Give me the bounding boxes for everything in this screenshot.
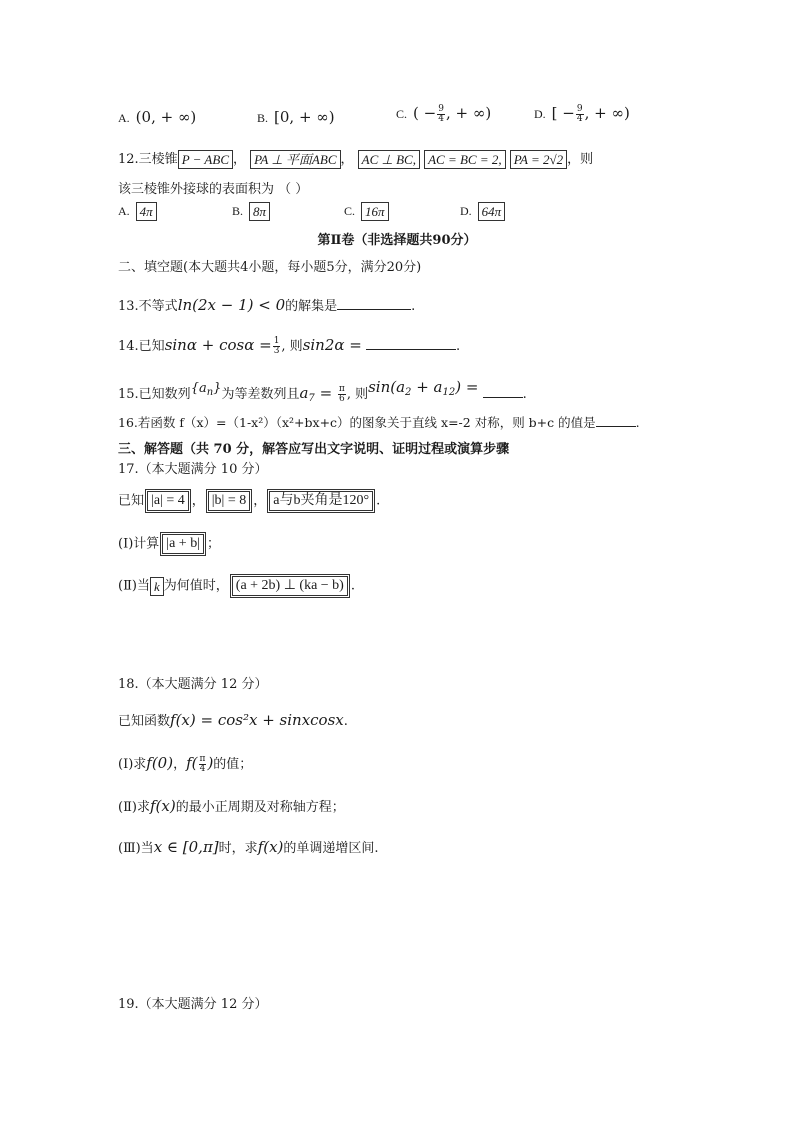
q18-given: 已知函数f(x) = cos²x + sinxcosx.: [118, 711, 348, 729]
fill-section-header: 二、填空题(本大题共4小题，每小题5分，满分20分): [118, 260, 422, 275]
formula-box: a与b夹角是120°: [269, 491, 373, 511]
q12-option-c: C. 16π: [344, 202, 389, 221]
q12-option-a: A. 4π: [118, 202, 157, 221]
q12-option-d: D. 64π: [460, 202, 505, 221]
fraction: $\frac{9}{4}$: [438, 104, 444, 124]
fraction: $\frac{\pi}{6}$: [338, 384, 345, 404]
answer-blank[interactable]: [337, 297, 411, 310]
formula-box: AC = BC = 2,: [424, 150, 506, 169]
formula-box: |b| = 8: [208, 491, 251, 511]
fraction: $\frac{\pi}{4}$: [199, 754, 206, 774]
q18-part1: (Ⅰ)求f(0)，f( $\frac{\pi}{4}$ )的值；: [118, 754, 253, 774]
question-12: 12.三棱锥 P − ABC ， PA ⊥ 平面ABC ， AC ⊥ BC, AC = BC = 2, PA = 2√2 ，则: [118, 152, 594, 167]
fraction: $\frac{9}{4}$: [576, 104, 583, 124]
q18-part2: (Ⅱ)求f(x)的最小正周期及对称轴方程；: [118, 797, 345, 815]
answer-blank[interactable]: [596, 414, 636, 427]
question-13: 13.不等式ln(2x − 1) < 0的解集是 .: [118, 296, 416, 314]
q17-given: 已知 |a| = 4 ， |b| = 8 ， a与b夹角是120° .: [118, 491, 380, 511]
question-14: 14.已知sinα + cosα = $\frac{1}{3}$ , 则sin2α = .: [118, 336, 461, 356]
q11-option-c: C. ( − $\frac{9}{4}$ , + ∞): [396, 104, 492, 124]
q11-option-a: A. (0, + ∞): [118, 108, 197, 126]
q11-option-d: D. [ − $\frac{9}{4}$ , + ∞): [534, 104, 630, 124]
formula-box: P − ABC: [178, 150, 233, 169]
formula-box: PA ⊥ 平面ABC: [250, 150, 340, 169]
answer-blank[interactable]: [483, 385, 523, 398]
q11-option-b: B. [0, + ∞): [257, 108, 335, 126]
question-16: 16.若函数 f（x）=（1-x²）（x²+bx+c）的图象关于直线 x=-2 对称，则 b+c 的值是 .: [118, 415, 640, 430]
question-12-line2: 该三棱锥外接球的表面积为 （ ）: [118, 182, 309, 197]
formula-box: |a + b|: [162, 534, 204, 554]
formula-box: (a + 2b) ⊥ (ka − b): [232, 576, 348, 596]
formula-box: |a| = 4: [147, 491, 189, 511]
formula-box: AC ⊥ BC,: [358, 150, 420, 169]
formula-box: PA = 2√2: [510, 150, 567, 169]
q18-part3: (Ⅲ)当x ∈ [0,π]时，求f(x)的单调递增区间.: [118, 838, 379, 856]
answer-blank[interactable]: [366, 337, 456, 350]
q17-part2: (Ⅱ)当 k 为何值时， (a + 2b) ⊥ (ka − b) .: [118, 576, 355, 596]
fraction: $\frac{1}{3}$: [273, 336, 280, 356]
q17-title: 17.（本大题满分 10 分）: [118, 462, 268, 477]
q12-option-b: B. 8π: [232, 202, 270, 221]
q19-title: 19.（本大题满分 12 分）: [118, 997, 268, 1012]
question-15: 15.已知数列$\{a_n\}$为等差数列且$a_7$ = $\frac{\pi}{6}$ , 则$\sin(a_2 + a_{12})$ = .: [118, 378, 527, 404]
part-2-title: 第Ⅱ卷（非选择题共90分）: [317, 233, 477, 248]
q18-title: 18.（本大题满分 12 分）: [118, 677, 268, 692]
solve-section-header: 三、解答题（共 70 分，解答应写出文字说明、证明过程或演算步骤: [118, 442, 510, 457]
q17-part1: (Ⅰ)计算 |a + b| ；: [118, 534, 220, 554]
